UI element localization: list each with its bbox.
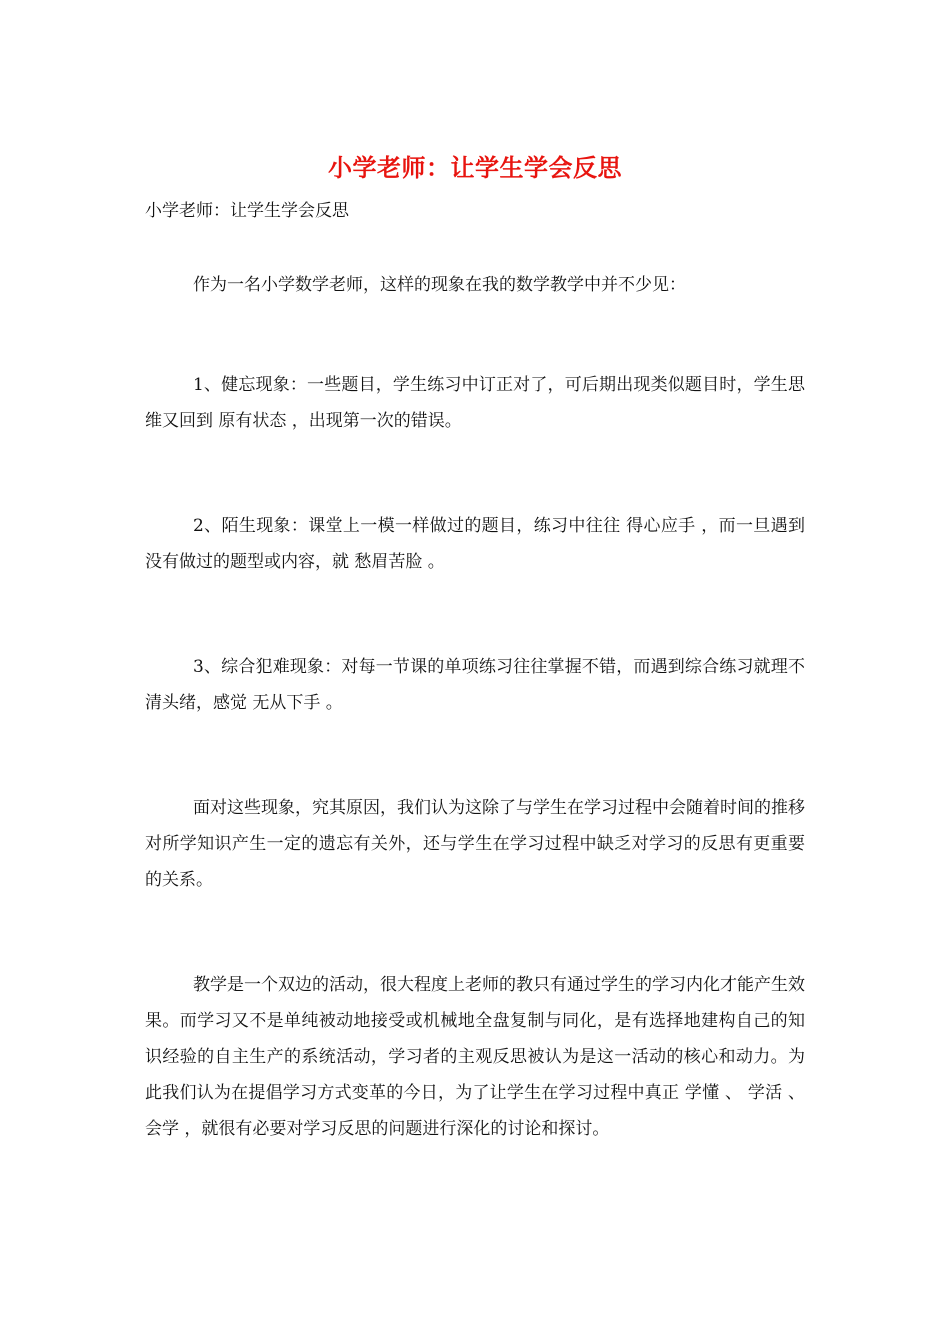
paragraph-comprehensive: 3、综合犯难现象：对每一节课的单项练习往往掌握不错，而遇到综合练习就理不清头绪，感觉 无从下手 。 [145, 657, 805, 713]
paragraph-unfamiliar: 2、陌生现象：课堂上一模一样做过的题目，练习中往往 得心应手 ，而一旦遇到没有做过的题型或内容，就 愁眉苦脸 。 [145, 516, 805, 572]
paragraph-teaching: 教学是一个双边的活动，很大程度上老师的教只有通过学生的学习内化才能产生效果。而学习又不是单纯被动地接受或机械地全盘复制与同化，是有选择地建构自己的知识经验的自主生产的系统活动，学习者的主观反思被认为是这一活动的核心和动力。为此我们认为在提倡学习方式变革的今日，为了让学生在学习过程中真正 学懂 、 学活 、 会学 ，就很有必要对学习反思的问题进行深化的讨论和探讨。 [145, 975, 805, 1139]
document-title: 小学老师：让学生学会反思 [328, 153, 622, 182]
paragraph-causes: 面对这些现象，究其原因，我们认为这除了与学生在学习过程中会随着时间的推移对所学知识产生一定的遗忘有关外，还与学生在学习过程中缺乏对学习的反思有更重要的关系。 [145, 798, 805, 890]
paragraph-intro: 作为一名小学数学老师，这样的现象在我的数学教学中并不少见： [193, 275, 686, 295]
paragraph-forgetful: 1、健忘现象：一些题目，学生练习中订正对了，可后期出现类似题目时，学生思维又回到 原有状态 ，出现第一次的错误。 [145, 375, 805, 431]
document-subtitle: 小学老师：让学生学会反思 [145, 201, 349, 221]
